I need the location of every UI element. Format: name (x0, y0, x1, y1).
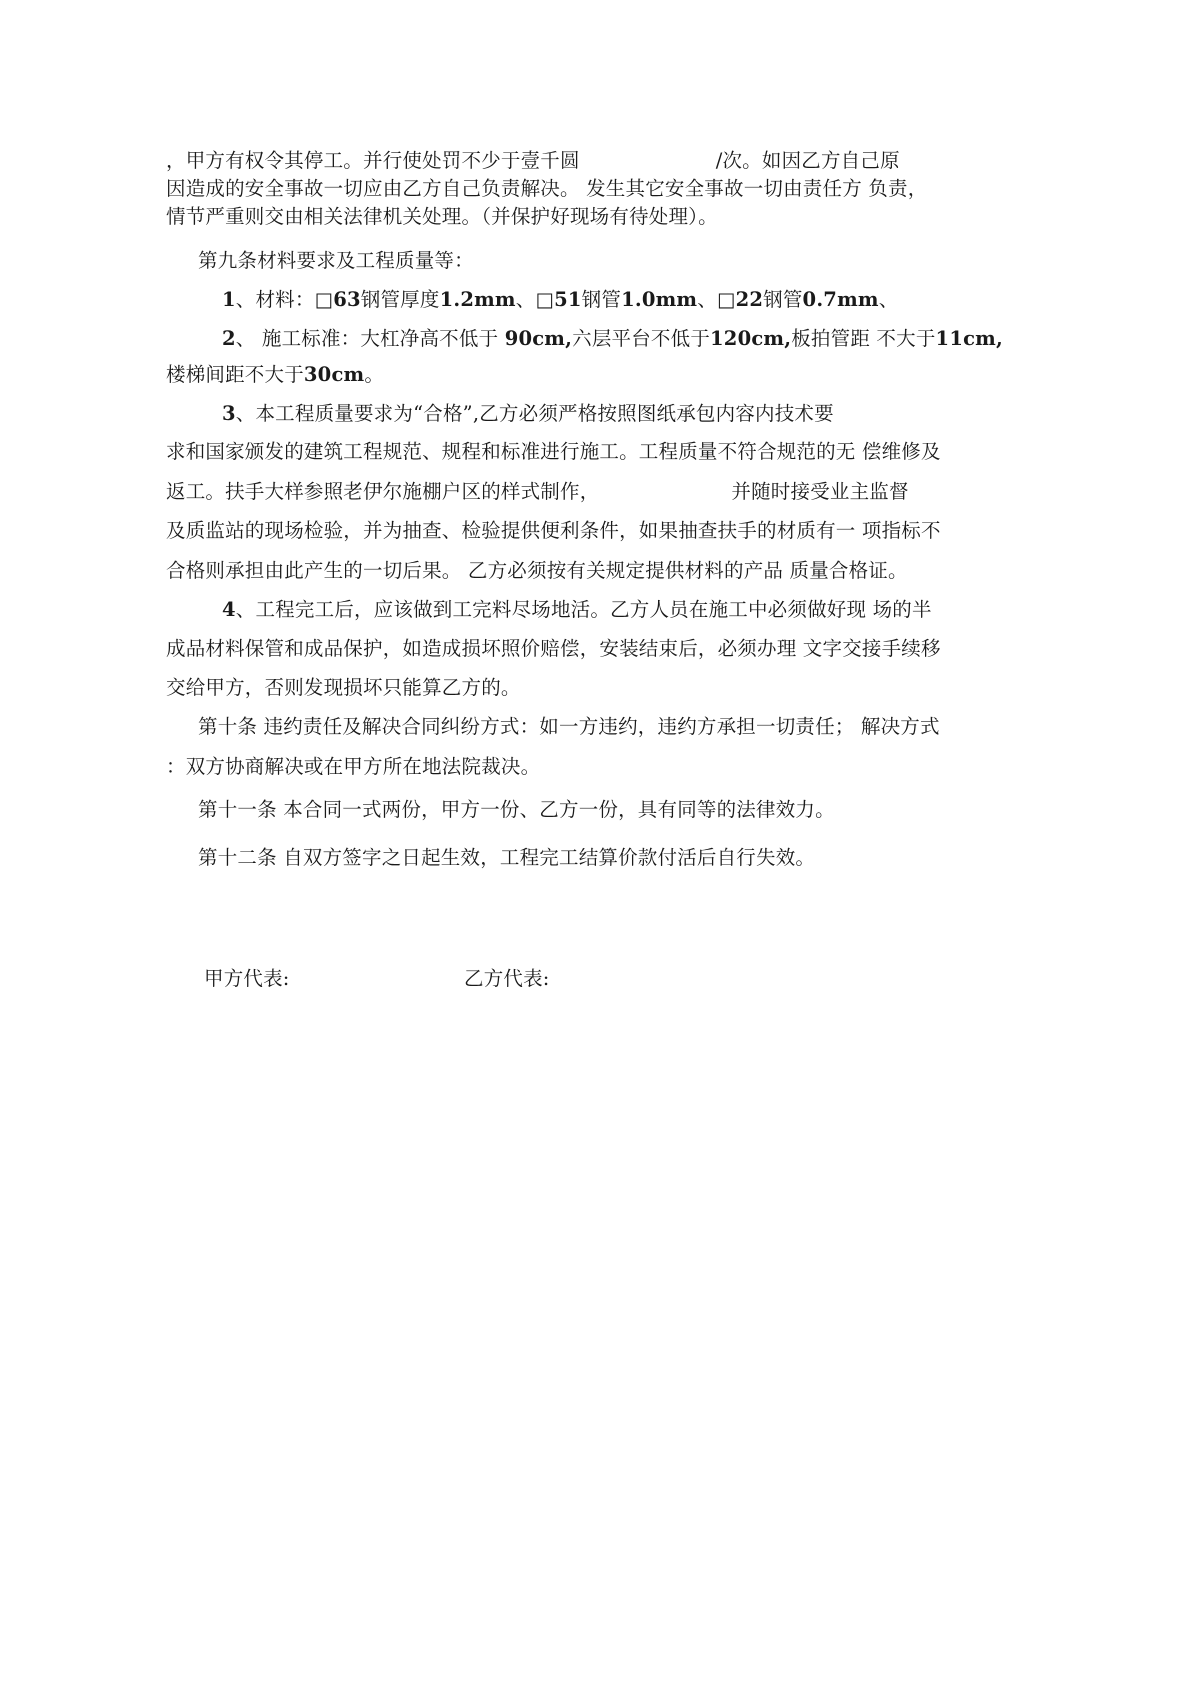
item-3-quality-line-1 (222, 401, 834, 427)
item-3-quality-line-5 (166, 558, 908, 584)
text-segment: 、本工程质量要求为“合格”,乙方必须严格按照图纸承包内容内技术要 (235, 402, 834, 425)
text-segment: 1.0mm (621, 288, 698, 311)
text-segment: 、 (515, 288, 536, 311)
text-segment: 钢管 (763, 288, 803, 311)
item-number: 2 (222, 327, 236, 350)
item-number: 3 (222, 402, 236, 425)
text-segment: 、 (878, 288, 899, 311)
text-segment: 30cm (303, 363, 365, 386)
item-number: 1 (222, 288, 236, 311)
text-segment: 1.2mm (439, 288, 516, 311)
article-10-line-2 (166, 754, 540, 780)
text-segment: 120cm, (710, 327, 792, 350)
text-segment: 并随时接受业主监督 (731, 480, 909, 503)
text-segment: 0.7mm (802, 288, 879, 311)
item-4-completion-line-3 (166, 675, 521, 701)
para-safety-line-2 (166, 176, 927, 202)
article-9-heading (198, 248, 474, 274)
article-11 (198, 797, 835, 823)
text-segment: 第十二条 自双方签字之日起生效，工程完工结算价款付活后自行失效。 (198, 846, 816, 869)
item-3-quality-line-2 (166, 439, 941, 465)
text-segment: 成品材料保管和成品保护，如造成损坏照价赔偿，安装结束后，必须办理 文字交接手续移 (166, 637, 941, 660)
text-segment: 六层平台不低于 (572, 327, 711, 350)
text-segment: 90cm, (504, 327, 573, 350)
item-2-standards-line-1 (222, 326, 1003, 352)
article-12 (198, 845, 815, 871)
item-3-quality-line-4 (166, 518, 941, 544)
text-segment: □63 (314, 288, 361, 311)
text-segment: 钢管厚度 (360, 288, 440, 311)
text-segment: /次。如因乙方自己原 (715, 149, 900, 172)
text-segment: 钢管 (581, 288, 622, 311)
text-segment: □22 (716, 288, 764, 311)
para-safety-line-3 (166, 204, 718, 230)
text-segment: 、 (697, 288, 717, 311)
item-3-quality-line-3 (166, 479, 909, 505)
text-segment: 11cm, (935, 327, 1003, 350)
text-segment: 、 施工标准：大杠净高不低于 (235, 327, 505, 350)
text-segment: 第十一条 本合同一式两份，甲方一份、乙方一份，具有同等的法律效力。 (198, 798, 835, 821)
text-segment: 第十条 违约责任及解决合同纠纷方式：如一方违约，违约方承担一切责任； 解决方式 (198, 715, 940, 738)
item-number: 4 (222, 598, 236, 621)
text-segment: 、材料： (235, 288, 315, 311)
text-segment: 及质监站的现场检验，并为抽查、检验提供便利条件，如果抽查扶手的材质有一 项指标不 (166, 519, 941, 542)
text-segment: ：双方协商解决或在甲方所在地法院裁决。 (166, 755, 541, 778)
text-segment: 情节严重则交由相关法律机关处理。（并保护好现场有待处理）。 (166, 205, 718, 228)
text-segment: 合格则承担由此产生的一切后果。 乙方必须按有关规定提供材料的产品 质量合格证。 (166, 559, 908, 582)
text-segment: ，甲方有权令其停工。并行使处罚不少于壹千圆 (166, 149, 580, 172)
party-b-signature-label: 乙方代表: (464, 967, 550, 990)
text-segment: 、工程完工后，应该做到工完料尽场地活。乙方人员在施工中必须做好现 场的半 (235, 598, 932, 621)
text-segment: 楼梯间距不大于 (166, 363, 304, 386)
item-4-completion-line-1 (222, 597, 932, 623)
text-segment: 因造成的安全事故一切应由乙方自己负责解决。 发生其它安全事故一切由责任方 负责， (166, 177, 928, 200)
text-segment: 。 (364, 363, 385, 386)
text-segment: 板拍管距 不大于 (791, 327, 936, 350)
article-10-line-1 (198, 714, 940, 740)
text-segment: 交给甲方，否则发现损坏只能算乙方的。 (166, 676, 521, 699)
text-segment: □51 (535, 288, 582, 311)
item-4-completion-line-2 (166, 636, 941, 662)
text-segment: 返工。扶手大样参照老伊尔施棚户区的样式制作， (166, 480, 600, 503)
para-safety-line-1 (166, 148, 900, 174)
text-segment: 求和国家颁发的建筑工程规范、规程和标准进行施工。工程质量不符合规范的无 偿维修及 (166, 440, 941, 463)
party-a-signature-label: 甲方代表: (204, 967, 290, 990)
item-2-standards-line-2 (166, 362, 384, 388)
text-segment: 第九条材料要求及工程质量等： (198, 249, 474, 272)
item-1-materials (222, 287, 898, 313)
